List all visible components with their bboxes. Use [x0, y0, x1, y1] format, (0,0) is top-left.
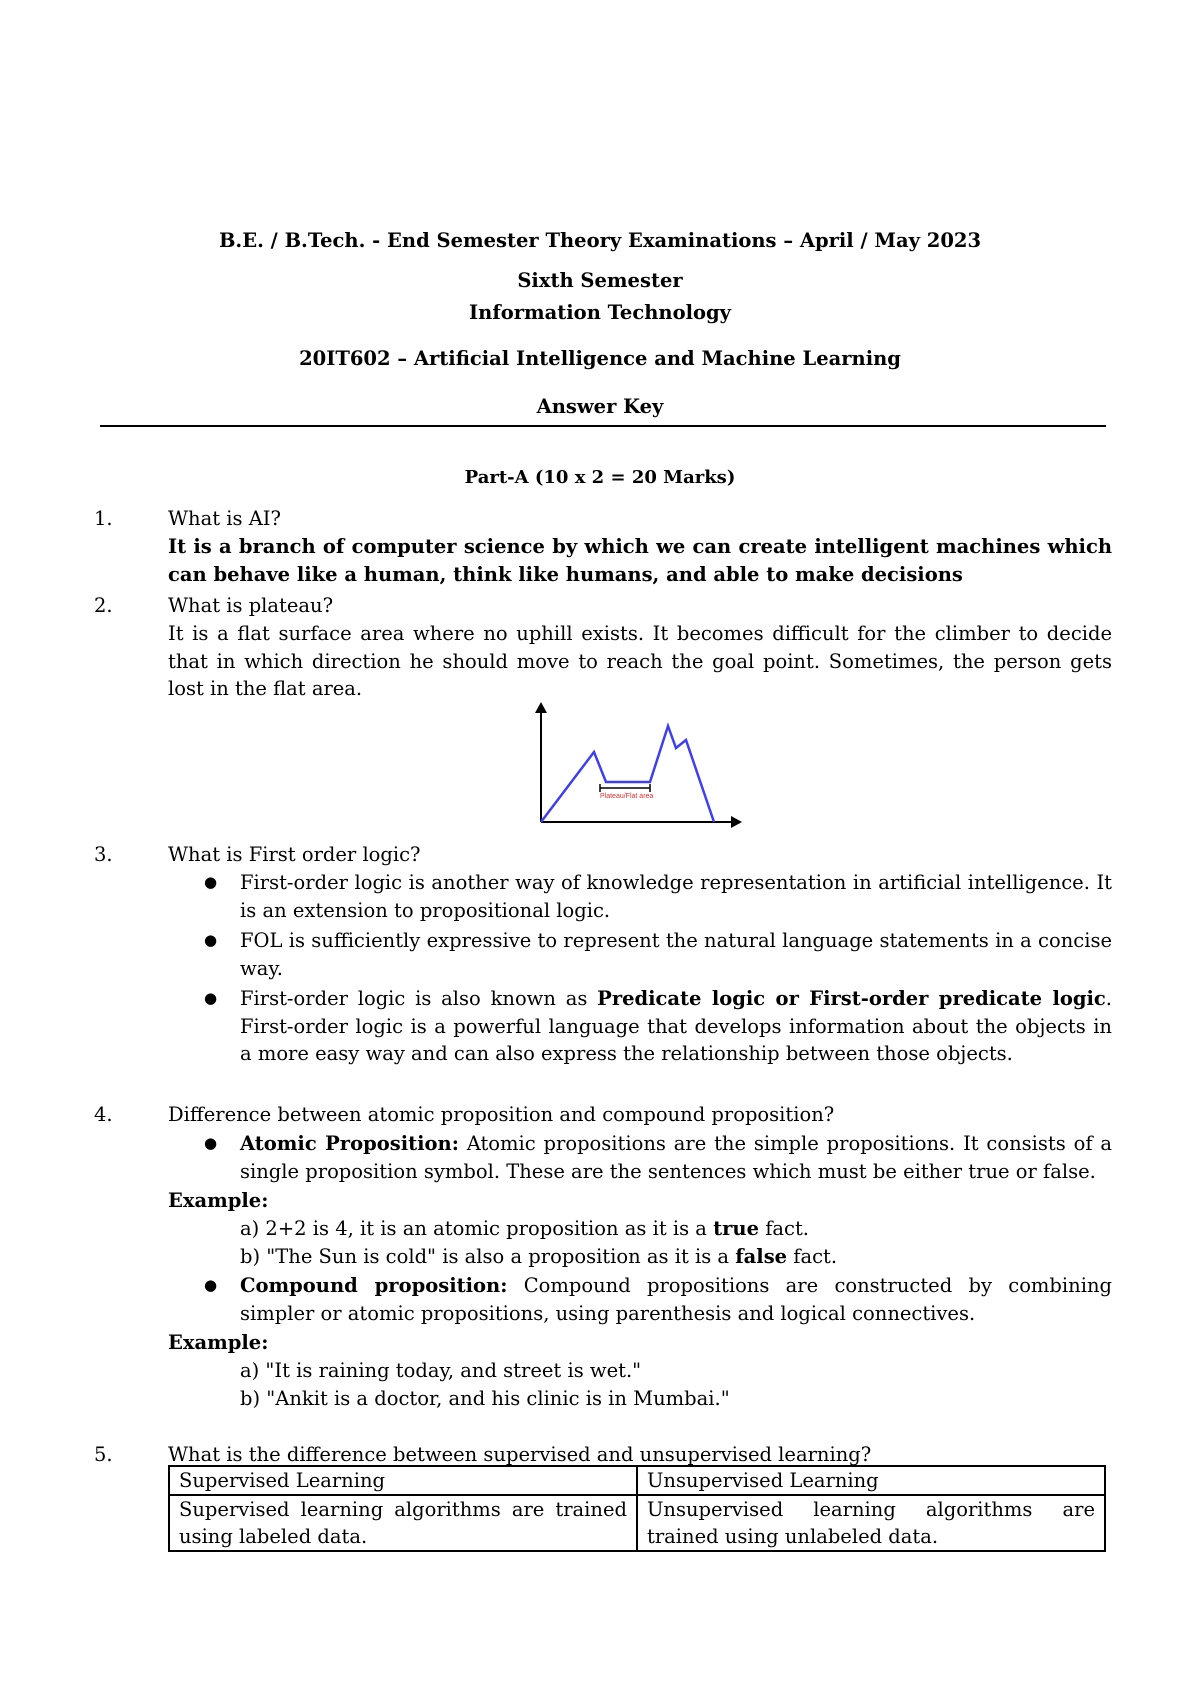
table-header-cell: Supervised Learning — [169, 1466, 637, 1495]
plateau-label: Plateau/Flat area — [600, 793, 654, 800]
table-cell: Unsupervised learning algorithms are trained using unlabeled data. — [637, 1495, 1105, 1551]
question-number: 4. — [94, 1103, 113, 1126]
question-number: 3. — [94, 843, 113, 866]
question-text: Difference between atomic proposition and compound proposition? — [168, 1103, 835, 1126]
atomic-example-a: a) 2+2 is 4, it is an atomic proposition as it is a true fact. — [240, 1217, 809, 1240]
department: Information Technology — [469, 301, 731, 324]
x-axis-arrow — [731, 816, 742, 828]
semester: Sixth Semester — [517, 269, 683, 292]
header-divider — [100, 425, 1106, 427]
bullet-icon: ● — [204, 1276, 218, 1294]
question-text: What is plateau? — [168, 594, 334, 617]
example-label: Example: — [168, 1331, 269, 1354]
fol-bullet-1: First-order logic is another way of knowledge representation in artificial intelligence. It is an extension to propositional logic. — [240, 871, 1112, 922]
answer-text: It is a branch of computer science by which we can create intelligent machines which can behave like a human, think like humans, and able to make decisions — [168, 535, 1112, 586]
atomic-example-b: b) "The Sun is cold" is also a proposition as it is a false fact. — [240, 1245, 838, 1268]
question-text: What is the difference between supervised and unsupervised learning? — [168, 1443, 872, 1466]
question-number: 5. — [94, 1443, 113, 1466]
document-type: Answer Key — [536, 395, 664, 418]
fol-bullet-3-bold: Predicate logic or First-order predicate logic — [597, 987, 1106, 1010]
question-number: 2. — [94, 594, 113, 617]
plateau-figure — [532, 702, 742, 828]
table-cell: Supervised learning algorithms are trained using labeled data. — [169, 1495, 637, 1551]
compound-example-a: a) "It is raining today, and street is wet." — [240, 1359, 642, 1382]
bullet-icon: ● — [204, 989, 218, 1007]
question-text: What is First order logic? — [168, 843, 421, 866]
question-number: 1. — [94, 507, 113, 530]
fol-bullet-2: FOL is sufficiently expressive to represent the natural language statements in a concise way. — [240, 929, 1112, 980]
exam-title: B.E. / B.Tech. - End Semester Theory Examinations – April / May 2023 — [218, 229, 982, 252]
table-row — [169, 1495, 1105, 1551]
comparison-table — [168, 1465, 1106, 1552]
question-text: What is AI? — [168, 507, 281, 530]
course-title: 20IT602 – Artificial Intelligence and Machine Learning — [299, 347, 901, 370]
hill-curve — [541, 726, 714, 822]
atomic-proposition-bullet: Atomic Proposition: Atomic propositions are the simple propositions. It consists of a single proposition symbol. These are the sentences which must be either true or false. — [240, 1132, 1112, 1183]
table-header-row — [169, 1466, 1105, 1495]
fol-bullet-3: First-order logic is also known as Predicate logic or First-order predicate logic. First-order logic is a powerful language that develops information about the objects in a more easy way and can also express the relationship between those objects. — [240, 987, 1112, 1065]
example-label: Example: — [168, 1189, 269, 1212]
compound-example-b: b) "Ankit is a doctor, and his clinic is in Mumbai." — [240, 1387, 730, 1410]
answer-text: It is a flat surface area where no uphill exists. It becomes difficult for the climber to decide that in which direction he should move to reach the goal point. Sometimes, the person gets lost in the flat area. — [168, 622, 1112, 700]
y-axis-arrow — [535, 702, 547, 713]
part-a-title: Part-A (10 x 2 = 20 Marks) — [464, 467, 736, 488]
compound-proposition-bullet: Compound proposition: Compound propositions are constructed by combining simpler or atomic propositions, using parenthesis and logical connectives. — [240, 1274, 1112, 1325]
bullet-icon: ● — [204, 873, 218, 891]
bullet-icon: ● — [204, 931, 218, 949]
table-header-cell: Unsupervised Learning — [637, 1466, 1105, 1495]
bullet-icon: ● — [204, 1134, 218, 1152]
